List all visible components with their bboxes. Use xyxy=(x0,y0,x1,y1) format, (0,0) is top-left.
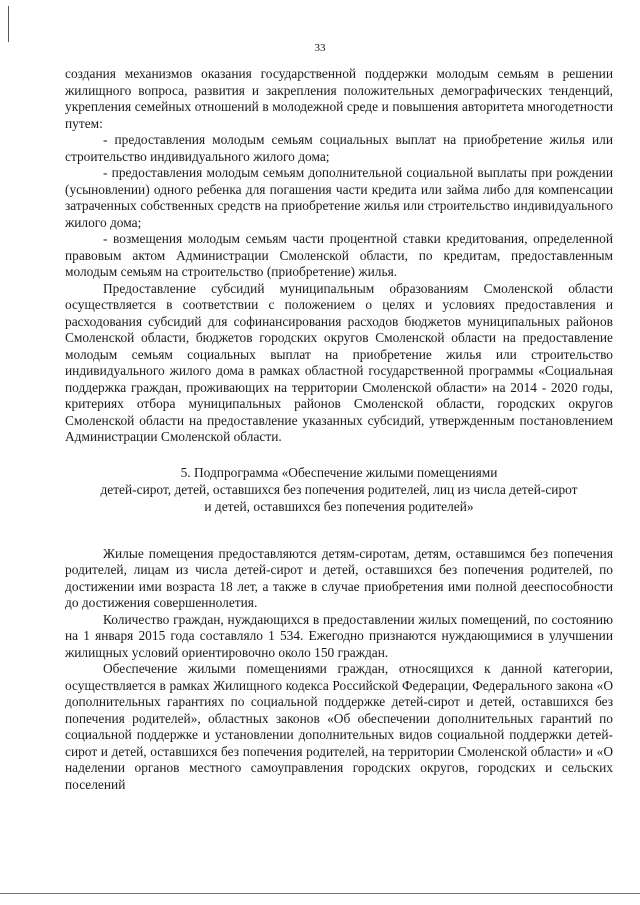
paragraph-legal-basis: Обеспечение жилыми помещениями граждан, относящихся к данной категории, осуществляется в рамках Жилищного кодекса Российской Федерации, Федерального закона «О дополнительных гарантиях по социальной поддержке детей-сирот и детей, оставшихся без попечения родителей», областных законов «Об обеспечении дополнительных гарантий по социальной поддержке и установлении дополнительных видов социальной поддержки детей-сирот и детей, оставшихся без попечения родителей, на территории Смоленской области» и «О наделении органов местного самоуправления городских округов, городских и сельских поселений xyxy=(65,661,613,792)
paragraph-housing-provision: Жилые помещения предоставляются детям-сиротам, детям, оставшимся без попечения родителей, лицам из числа детей-сирот и детей, оставшихся без попечения родителей, по достижении ими возраста 18 лет, а также в случае приобретения ими полной дееспособности до достижения совершеннолетия. xyxy=(65,545,613,610)
paragraph-subsidies: Предоставление субсидий муниципальным образованиям Смоленской области осуществляется в соответствии с положением о целях и условиях предоставления и расходования субсидий для софинансирования расходов бюджетов муниципальных районов Смоленской области, бюджетов городских округов Смоленской области на предоставление молодым семьям социальных выплат на приобретение жилья или строительство индивидуального жилого дома в рамках областной государственной программы «Социальная поддержка граждан, проживающих на территории Смоленской области» на 2014 - 2020 годы, критериях отбора муниципальных районов Смоленской области, городских округов Смоленской области на предоставление указанных субсидий, утвержденным постановлением Администрации Смоленской области. xyxy=(65,280,613,444)
scan-edge-mark xyxy=(8,6,9,42)
section-heading-line-2: детей-сирот, детей, оставшихся без попечения родителей, лиц из числа детей-сирот xyxy=(100,481,578,497)
section-spacer xyxy=(65,515,613,546)
section-heading-line-3: и детей, оставшихся без попечения родителей» xyxy=(204,498,474,514)
paragraph-list-item-3: - возмещения молодым семьям части процентной ставки кредитования, определенной правовым актом Администрации Смоленской области, по кредитам, предоставленным молодым семьям на строительство (приобретение) жилья. xyxy=(65,231,613,279)
paragraph-list-item-2: - предоставления молодым семьям дополнительной социальной выплаты при рождении (усыновлении) одного ребенка для погашения части кредита или займа либо для компенсации затраченных собственных средств на приобретение жилья или строительство индивидуального жилого дома; xyxy=(65,165,613,230)
paragraph-list-item-1: - предоставления молодым семьям социальных выплат на приобретение жилья или строительство индивидуального жилого дома; xyxy=(65,132,613,164)
document-body xyxy=(65,66,613,793)
page-number: 33 xyxy=(314,42,326,54)
paragraph-citizen-count: Количество граждан, нуждающихся в предоставлении жилых помещений, по состоянию на 1 января 2015 года составляло 1 534. Ежегодно признаются нуждающимися в улучшении жилищных условий ориентировочно около 150 граждан. xyxy=(65,611,613,660)
section-heading-line-1: 5. Подпрограмма «Обеспечение жилыми помещениями xyxy=(180,464,498,480)
paragraph-intro-continuation: создания механизмов оказания государственной поддержки молодым семьям в решении жилищного вопроса, развития и закрепления положительных демографических тенденций, укрепления семейных отношений в молодежной среде и повышения авторитета многодетности путем: xyxy=(65,66,613,131)
section-heading xyxy=(65,464,613,515)
scan-bottom-edge xyxy=(0,893,640,894)
